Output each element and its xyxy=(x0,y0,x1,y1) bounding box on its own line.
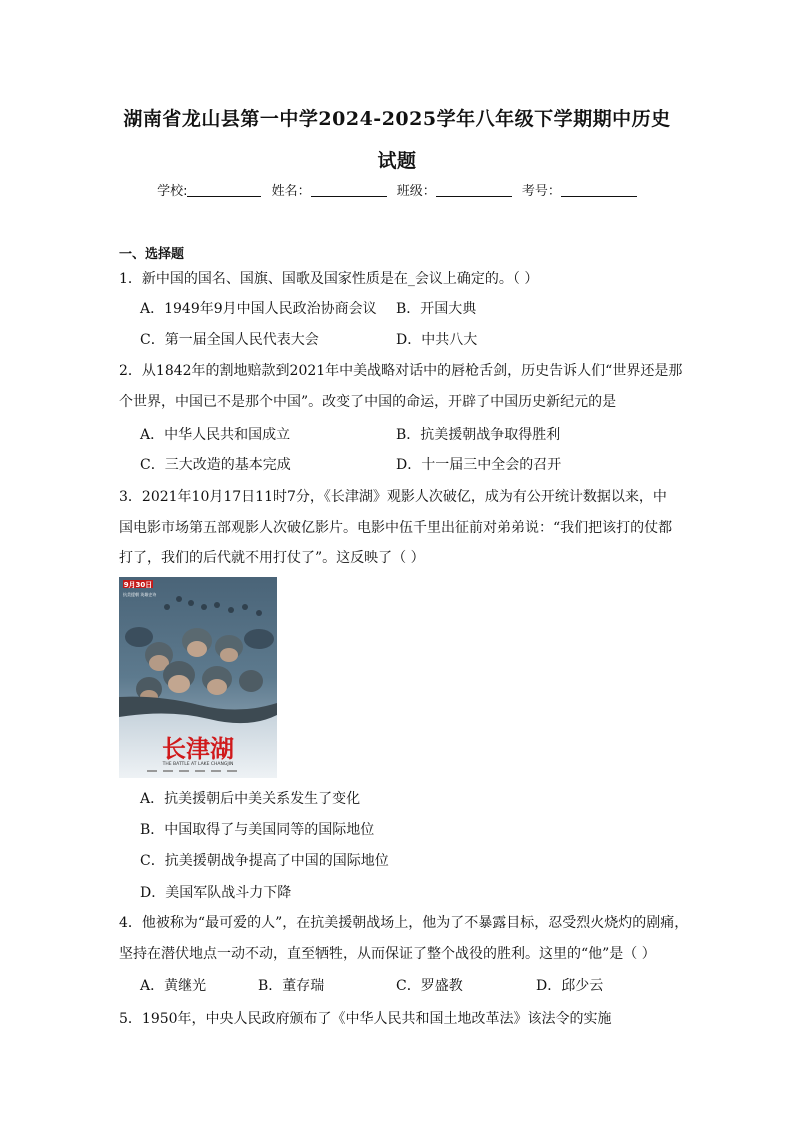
class-field[interactable] xyxy=(397,180,512,199)
student-info-row xyxy=(0,180,794,199)
question-2-option-c[interactable]: C．三大改造的基本完成 xyxy=(140,457,291,473)
question-1-option-c[interactable]: C．第一届全国人民代表大会 xyxy=(140,332,319,348)
question-3-option-d[interactable]: D．美国军队战斗力下降 xyxy=(140,885,292,901)
question-4-option-b[interactable]: B．董存瑞 xyxy=(258,978,325,994)
movie-poster-image xyxy=(119,577,277,778)
section-heading: 一、选择题 xyxy=(119,247,185,262)
question-2-option-a[interactable]: A．中华人民共和国成立 xyxy=(140,427,291,443)
question-4-stem-line2: 坚持在潜伏地点一动不动，直至牺牲，从而保证了整个战役的胜利。这里的“他”是（ ） xyxy=(119,946,656,962)
exam-number-blank[interactable] xyxy=(561,182,637,197)
school-label: 学校: xyxy=(157,184,188,199)
question-1-option-a[interactable]: A．1949年9月中国人民政治协商会议 xyxy=(140,301,377,317)
poster-title: 长津湖 xyxy=(162,735,234,763)
school-blank[interactable] xyxy=(187,182,261,197)
question-4-stem-line1: 4．他被称为“最可爱的人”，在抗美援朝战场上，他为了不暴露目标，忍受烈火烧灼的剧痛， xyxy=(119,915,689,931)
exam-title-line1: 湖南省龙山县第一中学2024-2025学年八年级下学期期中历史 xyxy=(123,108,671,130)
question-1-option-d[interactable]: D．中共八大 xyxy=(396,332,478,348)
question-2-stem-line2: 个世界，中国已不是那个中国”。改变了中国的命运，开辟了中国历史新纪元的是 xyxy=(119,394,617,410)
name-field[interactable] xyxy=(272,180,387,199)
class-blank[interactable] xyxy=(436,182,512,197)
question-2-option-b[interactable]: B．抗美援朝战争取得胜利 xyxy=(396,427,561,443)
question-4-option-d[interactable]: D．邱少云 xyxy=(536,978,604,994)
name-label: 姓名： xyxy=(271,184,311,199)
poster-subtitle: THE BATTLE AT LAKE CHANGJIN xyxy=(162,762,234,767)
question-3-stem-line1: 3．2021年10月17日11时7分，《长津湖》观影人次破亿，成为有公开统计数据以来，中 xyxy=(119,489,667,505)
exam-number-label: 考号： xyxy=(521,184,561,199)
class-label: 班级： xyxy=(396,184,436,199)
question-4-option-c[interactable]: C．罗盛教 xyxy=(396,978,463,994)
poster-date: 9月30日 xyxy=(123,581,153,589)
question-3-option-b[interactable]: B．中国取得了与美国同等的国际地位 xyxy=(140,822,375,838)
name-blank[interactable] xyxy=(311,182,387,197)
question-5-stem-line1: 5．1950年，中央人民政府颁布了《中华人民共和国土地改革法》该法令的实施 xyxy=(119,1011,612,1027)
poster-tagline: 抗美援朝 英雄史诗 xyxy=(123,592,157,597)
exam-title-line2: 试题 xyxy=(377,150,417,172)
question-2-stem-line1: 2．从1842年的割地赔款到2021年中美战略对话中的唇枪舌剑，历史告诉人们“世界还是那 xyxy=(119,363,683,379)
question-1-stem: 1．新中国的国名、国旗、国歌及国家性质是在_会议上确定的。（ ） xyxy=(119,271,539,287)
question-4-option-a[interactable]: A．黄继光 xyxy=(140,978,207,994)
exam-number-field[interactable] xyxy=(522,180,637,199)
question-3-option-a[interactable]: A．抗美援朝后中美关系发生了变化 xyxy=(140,791,361,807)
school-field[interactable] xyxy=(157,180,261,199)
question-3-stem-line3: 打了，我们的后代就不用打仗了”。这反映了（ ） xyxy=(119,550,425,566)
question-1-option-b[interactable]: B．开国大典 xyxy=(396,301,477,317)
question-3-stem-line2: 国电影市场第五部观影人次破亿影片。电影中伍千里出征前对弟弟说：“我们把该打的仗都 xyxy=(119,520,673,536)
question-2-option-d[interactable]: D．十一届三中全会的召开 xyxy=(396,457,562,473)
question-3-option-c[interactable]: C．抗美援朝战争提高了中国的国际地位 xyxy=(140,853,389,869)
